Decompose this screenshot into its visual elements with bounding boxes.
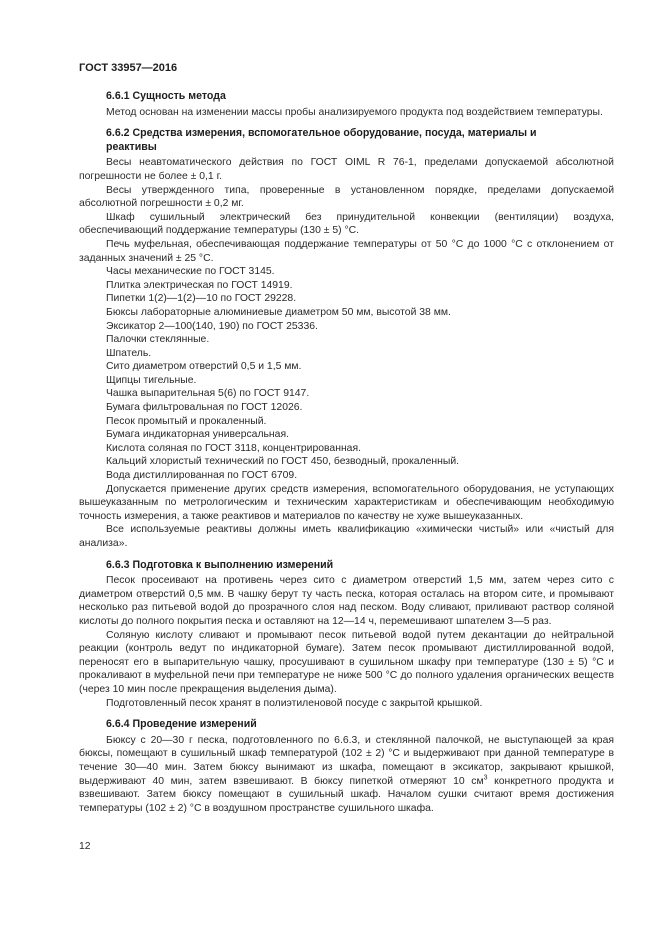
list-item: Шпатель.	[106, 347, 152, 359]
list-item: Кальций хлористый технический по ГОСТ 450, безводный, прокаленный.	[106, 456, 460, 468]
section-heading-6-6-3: 6.6.3 Подготовка к выполнению измерений	[106, 558, 334, 571]
paragraph: Все используемые реактивы должны иметь квалификацию «химически чистый» или «чистый для анализа».	[79, 524, 614, 549]
paragraph-text: конкретного продукта и взвешивают. Затем бюксу помещают в сушильный шкаф. Началом сушки считают время достижения температуры (102 ± 2) °С в воздушном пространстве сушильного шкафа.	[79, 775, 614, 814]
list-item: Эксикатор 2—100(140, 190) по ГОСТ 25336.	[106, 320, 318, 332]
document-body	[79, 90, 614, 815]
section-heading-6-6-1: 6.6.1 Сущность метода	[106, 90, 226, 102]
list-item: Щипцы тигельные.	[106, 374, 197, 386]
section-heading-6-6-4: 6.6.4 Проведение измерений	[106, 718, 257, 731]
paragraph: Печь муфельная, обеспечивающая поддержание температуры от 50 °С до 1000 °С с отклонением от заданных значений ± 25 °С.	[79, 238, 614, 264]
paragraph: Весы утвержденного типа, проверенные в установленном порядке, пределами допускаемой абсолютной погрешности ± 0,2 мг.	[79, 184, 614, 210]
list-item: Кислота соляная по ГОСТ 3118, концентрированная.	[106, 442, 361, 454]
paragraph-text: Бюксу с 20—30 г песка, подготовленного по 6.6.3, и стеклянной палочкой, не выступающей за края бюксы, помещают в сушильный шкаф температурой (102 ± 2) °С и выдерживают при данной температуре в течение 30—40 мин. Затем бюксу вынимают из шкафа, помещают в эксикатор, закрывают крышкой, выдерживают 40 мин, затем взвешивают. В бюксу пипеткой отмеряют 10 см	[79, 734, 614, 787]
list-item: Чашка выпарительная 5(6) по ГОСТ 9147.	[106, 388, 310, 400]
page-number: 12	[79, 841, 91, 852]
paragraph: Соляную кислоту сливают и промывают песок питьевой водой путем декантации до нейтральной реакции (контроль ведут по индикаторной бумаге). Затем песок промывают дистиллированной водой, переносят его в выпарительную чашку, просушивают в сушильном шкафу при температуре (130 ± 5) °С и прокаливают в муфельной печи при температуре не ниже 500 °С до полного удаления органических веществ (через 10 мин после прекращения выделения дыма).	[79, 629, 614, 695]
list-item: Бумага фильтровальная по ГОСТ 12026.	[106, 402, 303, 414]
paragraph: Весы неавтоматического действия по ГОСТ OIML R 76-1, пределами допускаемой абсолютной погрешности не более ± 0,1 г.	[79, 157, 614, 182]
list-item: Бюксы лабораторные алюминиевые диаметром 50 мм, высотой 38 мм.	[106, 306, 451, 318]
list-item: Часы механические по ГОСТ 3145.	[106, 266, 275, 278]
list-item: Бумага индикаторная универсальная.	[106, 429, 289, 441]
paragraph: Метод основан на изменении массы пробы анализируемого продукта под воздействием температуры.	[106, 106, 603, 118]
paragraph: Шкаф сушильный электрический без принудительной конвекции (вентиляции) воздуха, обеспечивающий поддержание температуры (130 ± 5) °С.	[79, 211, 614, 237]
list-item: Вода дистиллированная по ГОСТ 6709.	[106, 470, 298, 482]
list-item: Пипетки 1(2)—1(2)—10 по ГОСТ 29228.	[106, 293, 297, 305]
section-heading-6-6-2: 6.6.2 Средства измерения, вспомогательное оборудование, посуда, материалы и реактивы	[106, 127, 537, 153]
equipment-list	[79, 265, 614, 483]
superscript: 3	[483, 774, 488, 782]
paragraph: Подготовленный песок хранят в полиэтиленовой посуде с закрытой крышкой.	[106, 697, 483, 709]
paragraph: Допускается применение других средств измерения, вспомогательного оборудования, не уступающих вышеуказанным по метрологическим и техническим характеристикам и обеспечивающим необходимую точность измерения, а также реактивов и материалов по качеству не хуже вышеуказанных.	[79, 483, 614, 522]
list-item: Палочки стеклянные.	[106, 334, 210, 346]
paragraph	[79, 734, 614, 816]
list-item: Песок промытый и прокаленный.	[106, 415, 267, 427]
paragraph: Песок просеивают на противень через сито с диаметром отверстий 1,5 мм, затем через сито с диаметром отверстий 0,5 мм. В чашку берут ту часть песка, которая осталась на втором сите, и промывают несколько раз питьевой водой до прозрачного слоя над песком. Воду сливают, приливают раствор соляной кислоты до полного покрытия песка и оставляют на 12—14 ч, перемешивают шпателем 3—5 раз.	[79, 575, 614, 627]
document-header: ГОСТ 33957—2016	[79, 62, 178, 74]
list-item: Плитка электрическая по ГОСТ 14919.	[106, 279, 293, 291]
list-item: Сито диаметром отверстий 0,5 и 1,5 мм.	[106, 361, 302, 373]
